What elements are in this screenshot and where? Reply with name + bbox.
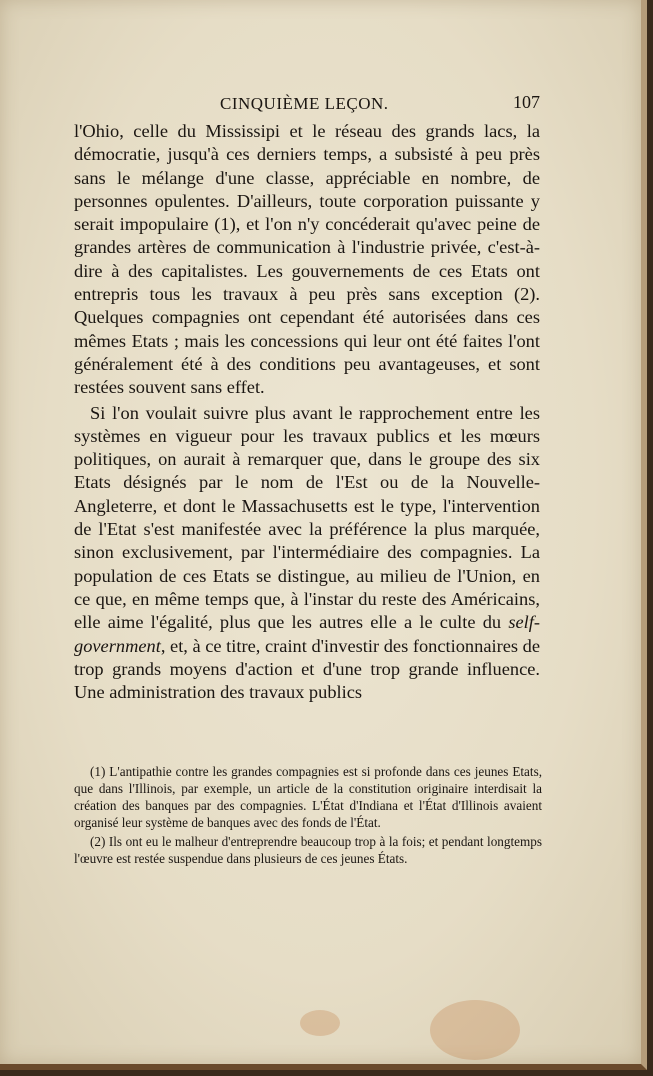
foxing-stain	[430, 1000, 520, 1060]
italic-term: self-government	[74, 612, 540, 656]
page-header	[74, 94, 540, 118]
body-text	[74, 120, 540, 704]
paragraph-text: , et, à ce titre, craint d'investir des fonctionnaires de trop grands moyens d'action et d'une trop grande influence. Une administration des travaux publics	[74, 635, 540, 703]
running-head: CINQUIÈME LEÇON.	[220, 94, 389, 113]
footnote-2: (2) Ils ont eu le malheur d'entreprendre beaucoup trop à la fois; et pendant longtemps l'œuvre est restée suspendue dans plusieurs de ces jeunes États.	[74, 834, 542, 866]
footnote-1: (1) L'antipathie contre les grandes compagnies est si profonde dans ces jeunes Etats, que dans l'Illinois, par exemple, un article de la constitution originaire interdisait la création des banques par des compagnies. L'État d'Indiana et l'État d'Illinois avaient organisé leur système de banques avec des fonds de l'État.	[74, 764, 542, 830]
paragraph	[74, 402, 540, 705]
page-number: 107	[513, 92, 540, 112]
paragraph: l'Ohio, celle du Mississipi et le réseau des grands lacs, la démocratie, jusqu'à ces derniers temps, a subsisté à peu près sans le mélange d'une classe, appréciable en nombre, de personnes opulentes. D'ailleurs, toute corporation puissante y serait impopulaire (1), et l'on n'y concéderait qu'avec peine de grandes artères de communication à l'industrie privée, c'est-à-dire à des capitalistes. Les gouvernements de ces Etats ont entrepris tous les travaux à peu près sans exception (2). Quelques compagnies ont cependant été autorisées dans ces mêmes Etats ; mais les concessions qui leur ont été faites l'ont généralement été à des conditions peu avantageuses, et sont restées souvent sans effet.	[74, 121, 540, 398]
paragraph-text: Si l'on voulait suivre plus avant le rapprochement entre les systèmes en vigueur pour les travaux publics et les mœurs politiques, on aurait à remarquer que, dans le groupe des six Etats désignés par le nom de l'Est ou de la Nouvelle-Angleterre, et dont le Massachusetts est le type, l'intervention de l'Etat s'est manifestée avec la préférence la plus marquée, sinon exclusivement, par l'intermédiaire des compagnies. La population de ces Etats se distingue, au milieu de l'Union, en ce que, en même temps que, à l'instar du reste des Américains, elle aime l'égalité, plus que les autres elle a le culte du	[74, 402, 540, 633]
foxing-stain	[300, 1010, 340, 1036]
footnotes	[74, 763, 542, 867]
